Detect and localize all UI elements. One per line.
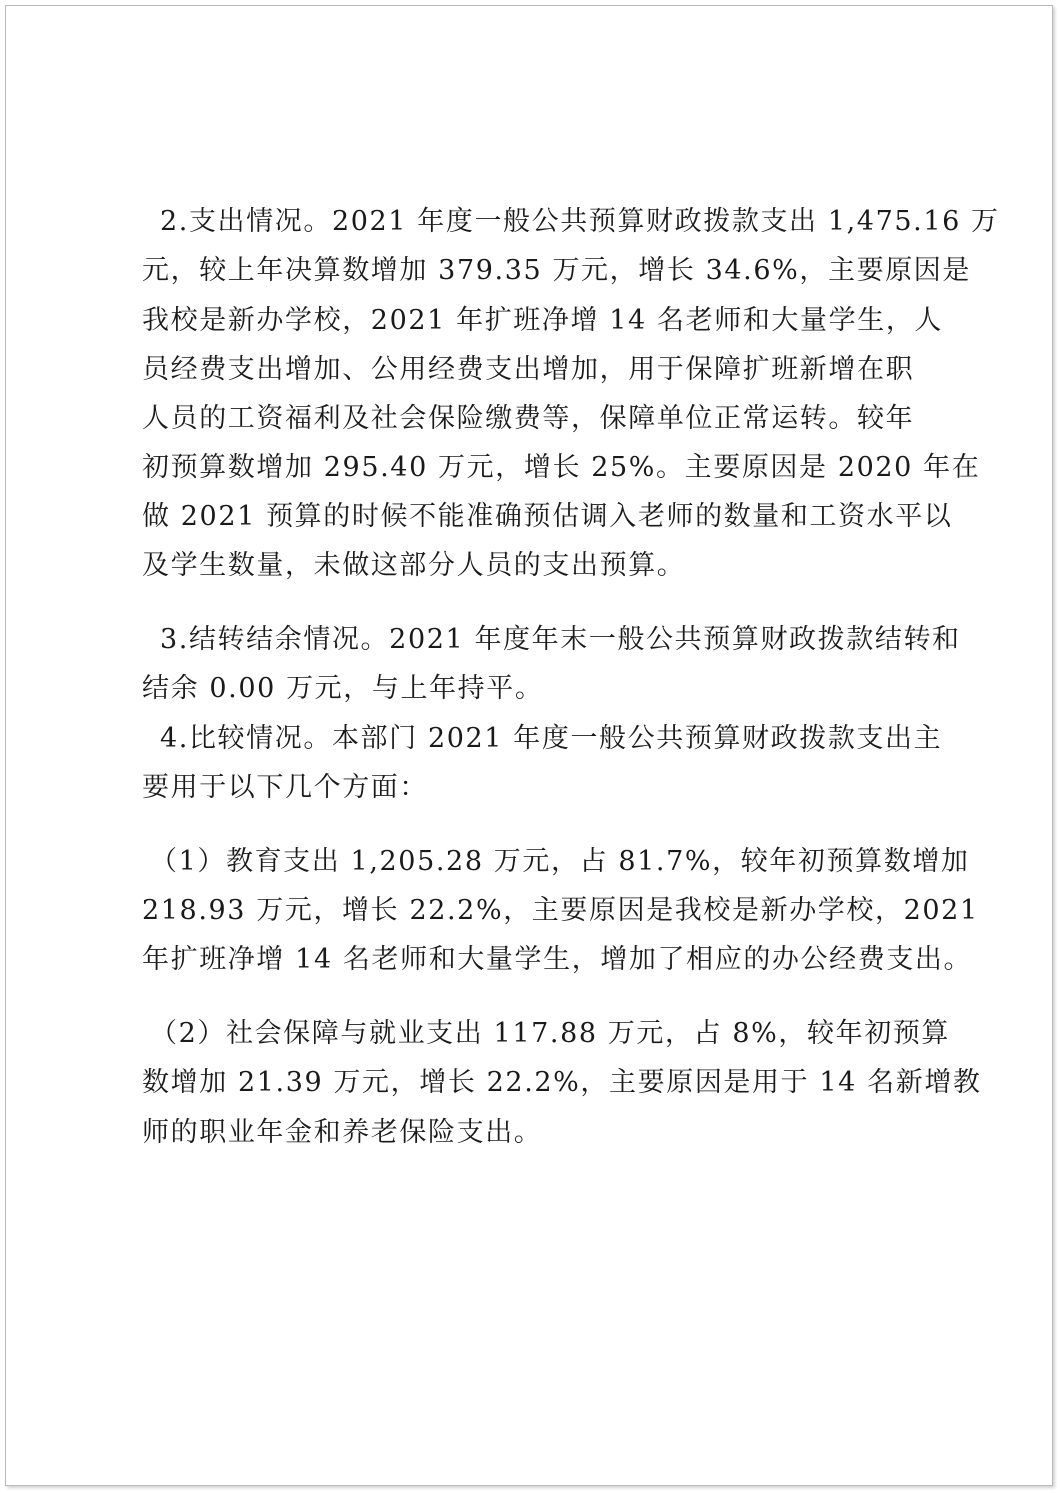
text-line: 人员的工资福利及社会保险缴费等，保障单位正常运转。较年 <box>142 403 915 434</box>
text-line: 结余 0.00 万元，与上年持平。 <box>142 673 544 704</box>
text-line: （1）教育支出 1,205.28 万元，占 81.7%，较年初预算数增加 <box>150 846 970 877</box>
text-line: 我校是新办学校，2021 年扩班净增 14 名老师和大量学生，人 <box>142 305 944 336</box>
text-line: 4.比较情况。本部门 2021 年度一般公共预算财政拨款支出主 <box>160 723 943 754</box>
text-line: （2）社会保障与就业支出 117.88 万元，占 8%，较年初预算 <box>150 1018 951 1049</box>
text-line: 2.支出情况。2021 年度一般公共预算财政拨款支出 1,475.16 万 <box>160 206 1000 237</box>
text-line: 年扩班净增 14 名老师和大量学生，增加了相应的办公经费支出。 <box>142 944 973 975</box>
text-line: 元，较上年决算数增加 379.35 万元，增长 34.6%，主要原因是 <box>142 255 971 286</box>
text-line: 及学生数量，未做这部分人员的支出预算。 <box>142 550 686 581</box>
text-line: 要用于以下几个方面： <box>142 772 428 803</box>
text-line: 师的职业年金和养老保险支出。 <box>142 1117 543 1148</box>
text-line: 员经费支出增加、公用经费支出增加，用于保障扩班新增在职 <box>142 354 915 385</box>
text-line: 3.结转结余情况。2021 年度年末一般公共预算财政拨款结转和 <box>160 624 961 655</box>
text-line: 初预算数增加 295.40 万元，增长 25%。主要原因是 2020 年在 <box>142 452 981 483</box>
text-line: 数增加 21.39 万元，增长 22.2%，主要原因是用于 14 名新增教 <box>142 1067 982 1098</box>
text-line: 做 2021 预算的时候不能准确预估调入老师的数量和工资水平以 <box>142 501 953 532</box>
text-line: 218.93 万元，增长 22.2%，主要原因是我校是新办学校，2021 <box>142 895 979 926</box>
